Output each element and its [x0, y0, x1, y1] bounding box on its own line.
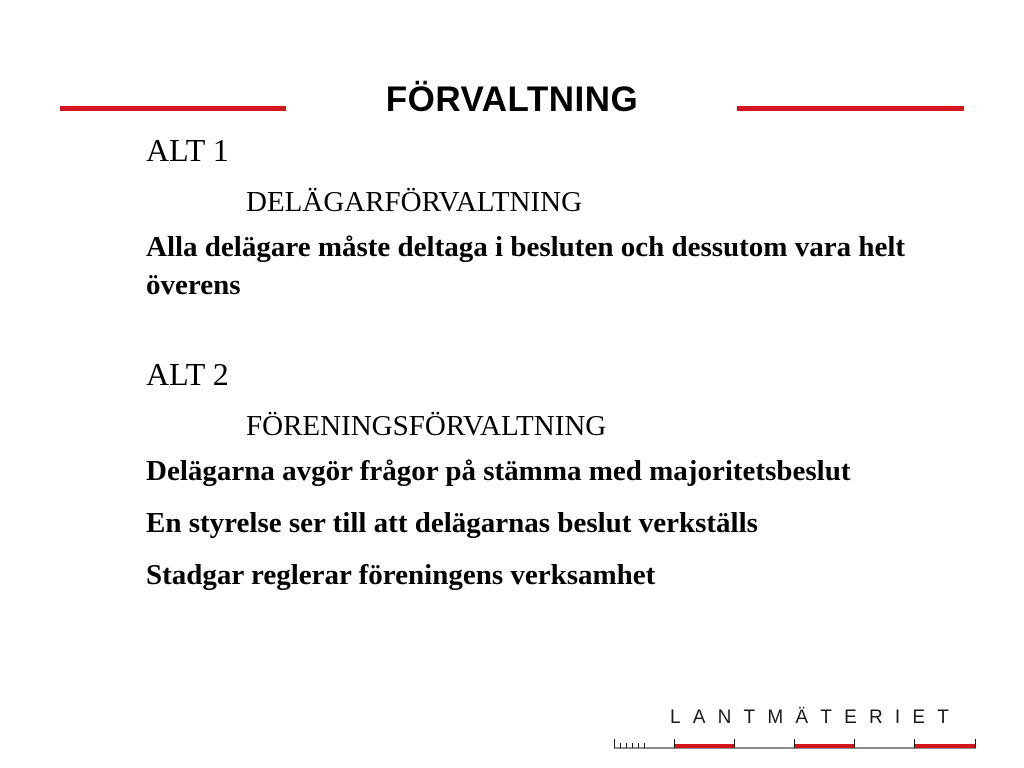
- alt1-text: Alla delägare måste deltaga i besluten och dessutom vara helt överens: [146, 231, 906, 301]
- alt1-heading: DELÄGARFÖRVALTNING: [246, 186, 583, 218]
- alt2-heading: FÖRENINGSFÖRVALTNING: [246, 410, 607, 442]
- slide-title: FÖRVALTNING: [385, 80, 639, 119]
- lantmateriet-logo-text: LANTMÄTERIET: [670, 707, 962, 728]
- alt2-label: ALT 2: [146, 356, 229, 392]
- alt2-point: Delägarna avgör frågor på stämma med majoritetsbeslut: [146, 455, 851, 487]
- section-gap: [146, 304, 966, 354]
- scale-bar-logo-icon: [614, 737, 976, 749]
- slide-body: [146, 130, 966, 594]
- alt1-label: ALT 1: [146, 132, 229, 168]
- alt2-point: Stadgar reglerar föreningens verksamhet: [146, 559, 656, 591]
- alt2-point: En styrelse ser till att delägarnas beslut verkställs: [146, 507, 758, 539]
- title-rule-right: [737, 106, 964, 111]
